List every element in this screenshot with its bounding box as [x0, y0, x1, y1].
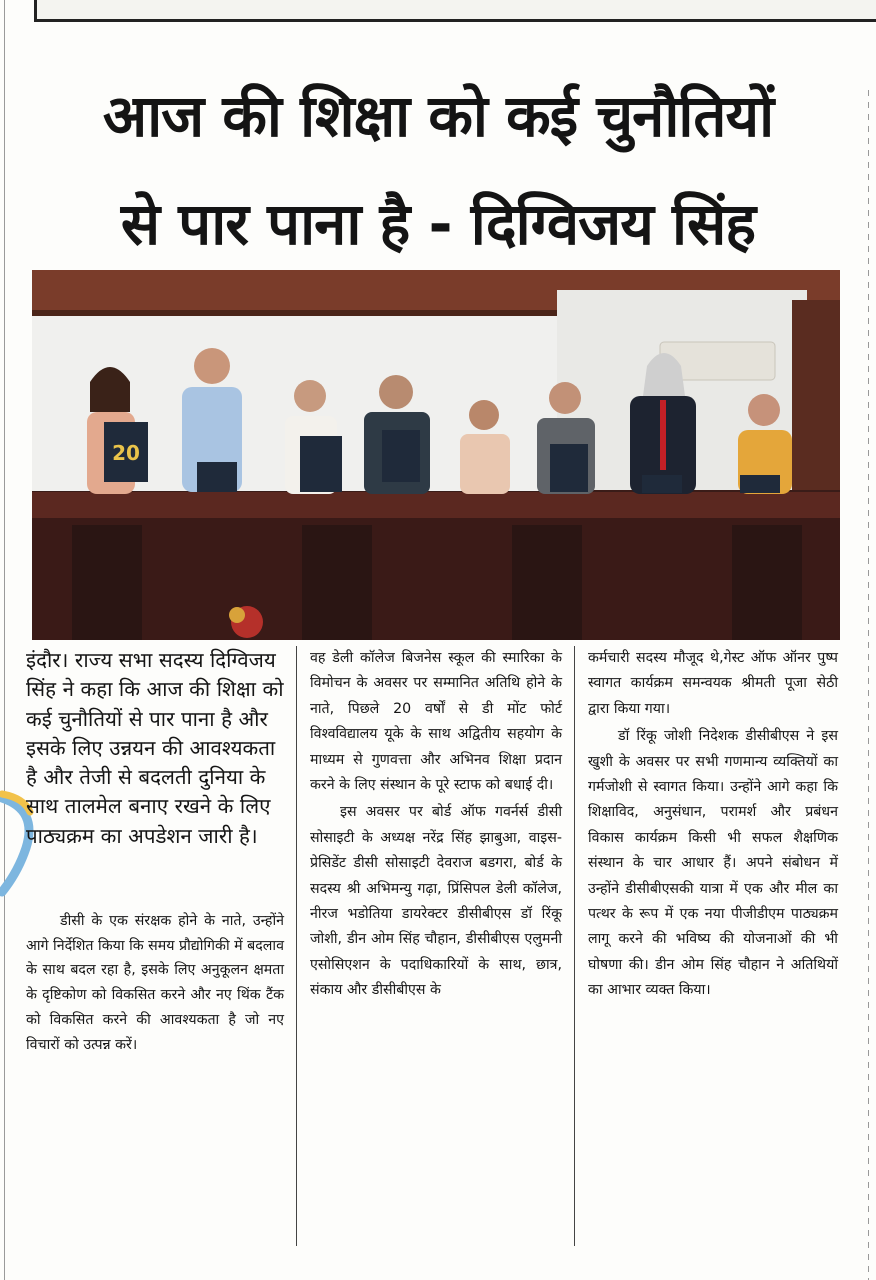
- article-column-2: [310, 646, 562, 1004]
- page-edge-rule: [4, 0, 5, 1280]
- article-column-1: [26, 646, 284, 1057]
- column-divider: [574, 646, 575, 1246]
- article-paragraph: इस अवसर पर बोर्ड ऑफ गवर्नर्स डीसी सोसाइटी के अध्यक्ष नरेंद्र सिंह झाबुआ, वाइस-प्रेसिडेंट डीसी सोसाइटी देवराज बडगरा, बोर्ड के सदस्य श्री अभिमन्यु गढ़ा, प्रिंसिपल डेली कॉलेज, नीरज भडोतिया डायरेक्टर डीसीबीएस डॉ रिंकू जोशी, डीन ओम सिंह चौहान, डीसीबीएस एलुमनी एसोसिएशन के पदाधिकारियों के साथ, छात्र, संकाय और डीसीबीएस के: [310, 804, 562, 999]
- article-paragraph: डीसी के एक संरक्षक होने के नाते, उन्होंने आगे निर्देशित किया कि समय प्रौद्योगिकी में बदलाव के साथ बदल रहा है, इसके लिए अनुकूलन क्षमता के दृष्टिकोण को विकसित करने और नए थिंक टैंक को विकसित करने की आवश्यकता है जो नए विचारों को उत्पन्न करें।: [26, 913, 284, 1053]
- article-column-3: [588, 646, 838, 1004]
- event-photo-illustration: [32, 270, 840, 640]
- headline: [20, 62, 856, 278]
- article-paragraph: डॉ रिंकू जोशी निदेशक डीसीबीएस ने इस खुशी के अवसर पर सभी गणमान्य व्यक्तियों का गर्मजोशी से स्वागत किया। उन्होंने आगे कहा कि शिक्षाविद, अनुसंधान, परामर्श और प्रबंधन विकास कार्यक्रम किसी भी सफल शैक्षणिक संस्थान के चार आधार हैं। अपने संबोधन में उन्होंने डीसीबीएसकी यात्रा में एक और मील का पत्थर के रूप में एक नया पीजीडीएम पाठ्यक्रम लागू करने की भविष्य की योजनाओं की भी घोषणा की। डीन ओम सिंह चौहान ने अतिथियों का आभार व्यक्त किया।: [588, 728, 838, 999]
- event-photo: [32, 270, 840, 640]
- article-lead: इंदौर। राज्य सभा सदस्य दिग्विजय सिंह ने कहा कि आज की शिक्षा को कई चुनौतियों से पार पाना है और इसके लिए उन्नयन की आवश्यकता है और तेजी से बदलती दुनिया के साथ तालमेल बनाए रखने के लिए पाठ्यक्रम का अपडेशन जारी है।: [26, 648, 284, 848]
- article-paragraph: कर्मचारी सदस्य मौजूद थे,गेस्ट ऑफ ऑनर पुष्प स्वागत कार्यक्रम समन्वयक श्रीमती पूजा सेठी द्वारा किया गया।: [588, 650, 838, 717]
- previous-article-strip: [34, 0, 876, 22]
- column-divider: [296, 646, 297, 1246]
- headline-line-2: से पार पाना है - दिग्विजय सिंह: [120, 190, 756, 258]
- headline-line-1: आज की शिक्षा को कई चुनौतियों: [102, 82, 774, 150]
- column-edge-rule: [868, 90, 869, 1280]
- article-paragraph: वह डेली कॉलेज बिजनेस स्कूल की स्मारिका के विमोचन के अवसर पर सम्मानित अतिथि होने के नाते, पिछले 20 वर्षों से डी मोंट फोर्ट विश्वविद्यालय यूके के साथ अद्वितीय सहयोग के माध्यम से गुणवत्ता और अभिनव शिक्षा प्रदान करने के लिए संस्थान के पूरे स्टाफ को बधाई दी।: [310, 650, 562, 794]
- booklet-number: 20: [112, 441, 140, 465]
